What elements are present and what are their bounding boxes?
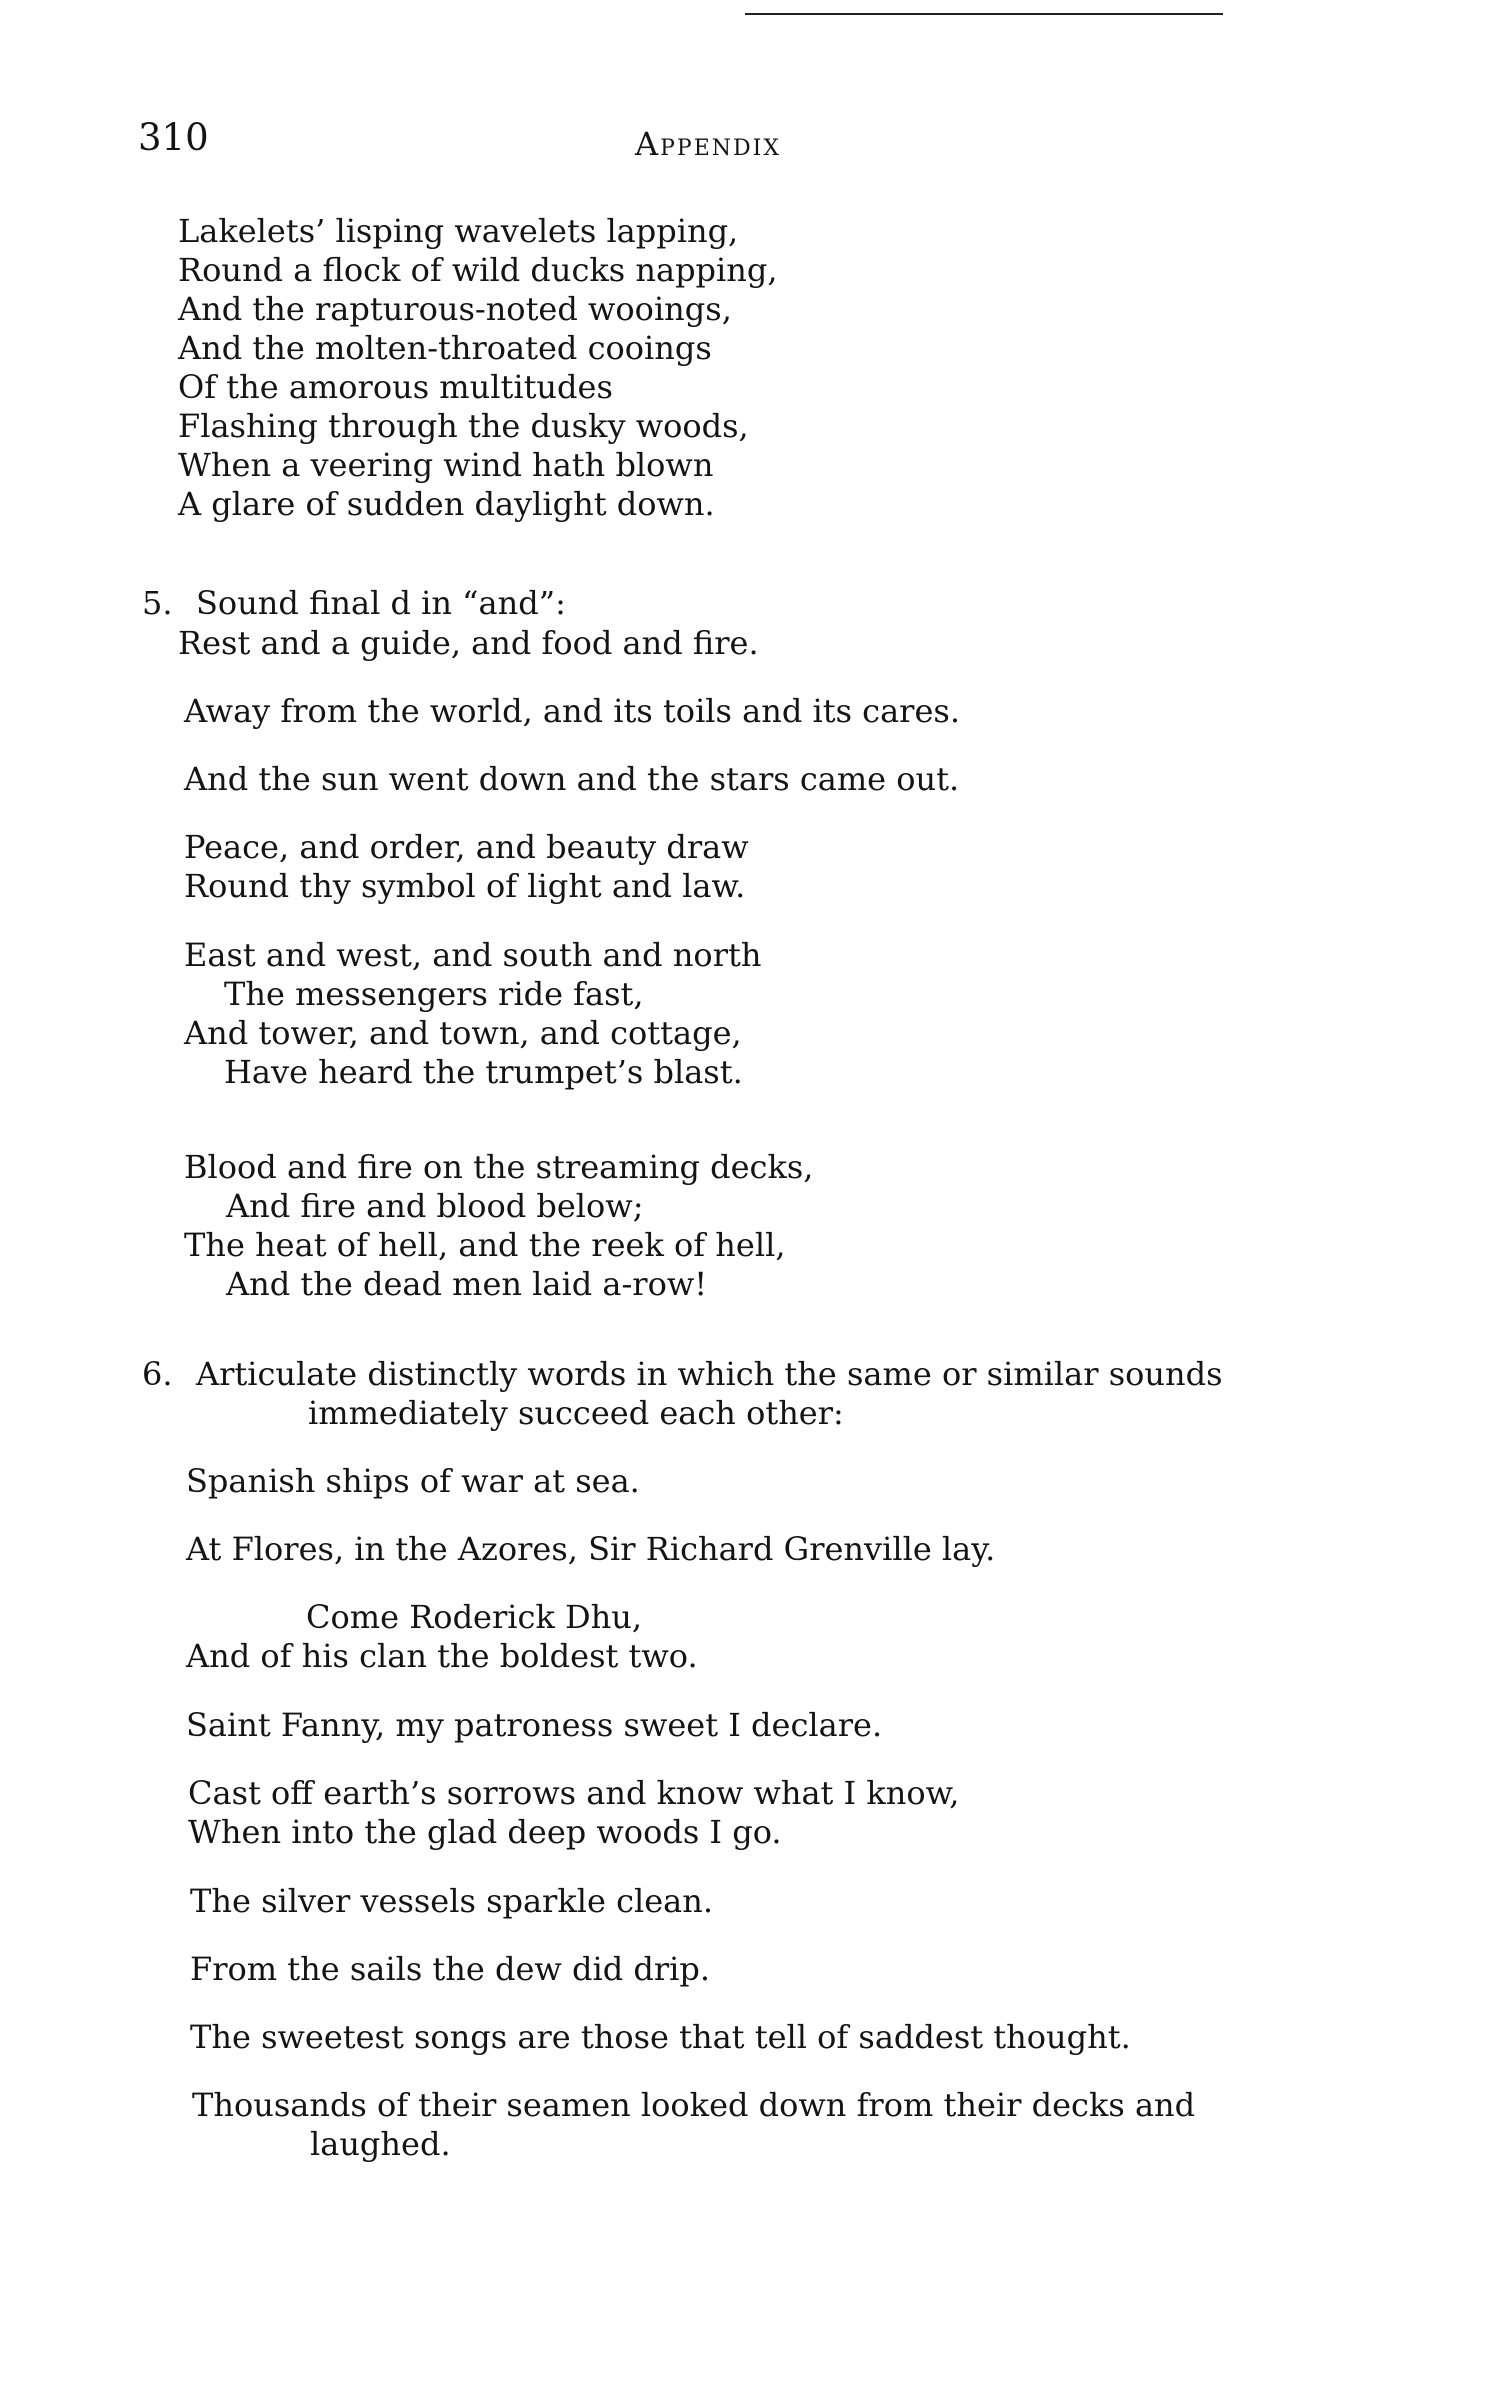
example-line: Come Roderick Dhu, xyxy=(306,1598,643,1636)
item-heading: Articulate distinctly words in which the same or similar sounds xyxy=(196,1355,1223,1393)
verse-line: Lakelets’ lisping wavelets lapping, xyxy=(178,212,739,250)
item-heading: immediately succeed each other: xyxy=(308,1394,844,1432)
example-line: Peace, and order, and beauty draw xyxy=(184,828,749,866)
item-heading: Sound final d in “and”: xyxy=(196,584,566,622)
example-line: Thousands of their seamen looked down from their decks and xyxy=(192,2086,1196,2124)
top-rule xyxy=(745,13,1223,15)
verse-line: A glare of sudden daylight down. xyxy=(178,485,715,523)
example-line: laughed. xyxy=(310,2125,451,2163)
example-line: Round thy symbol of light and law. xyxy=(184,867,746,905)
example-line: Cast off earth’s sorrows and know what I know, xyxy=(188,1774,960,1812)
example-line: And the dead men laid a-row! xyxy=(226,1265,708,1303)
example-line: The heat of hell, and the reek of hell, xyxy=(184,1226,786,1264)
verse-line: And the molten-throated cooings xyxy=(178,329,712,367)
example-line: The messengers ride fast, xyxy=(224,975,644,1013)
example-line: And of his clan the boldest two. xyxy=(186,1637,698,1675)
verse-line: Round a flock of wild ducks napping, xyxy=(178,251,778,289)
example-line: And the sun went down and the stars came out. xyxy=(184,760,960,798)
running-head: Appendix xyxy=(635,125,782,163)
example-line: The silver vessels sparkle clean. xyxy=(190,1882,714,1920)
verse-line: And the rapturous-noted wooings, xyxy=(178,290,732,328)
example-line: From the sails the dew did drip. xyxy=(190,1950,711,1988)
example-line: Saint Fanny, my patroness sweet I declare. xyxy=(186,1706,883,1744)
item-number: 5. xyxy=(142,584,173,622)
example-line: Away from the world, and its toils and its cares. xyxy=(184,692,960,730)
example-line: Spanish ships of war at sea. xyxy=(186,1462,640,1500)
example-line: Rest and a guide, and food and fire. xyxy=(178,624,759,662)
example-line: And fire and blood below; xyxy=(226,1187,644,1225)
example-line: Have heard the trumpet’s blast. xyxy=(224,1053,743,1091)
example-line: And tower, and town, and cottage, xyxy=(184,1014,742,1052)
verse-line: When a veering wind hath blown xyxy=(178,446,714,484)
example-line: At Flores, in the Azores, Sir Richard Grenville lay. xyxy=(186,1530,996,1568)
page-number: 310 xyxy=(138,116,209,159)
example-line: The sweetest songs are those that tell of saddest thought. xyxy=(190,2018,1131,2056)
item-number: 6. xyxy=(142,1355,173,1393)
verse-line: Of the amorous multitudes xyxy=(178,368,613,406)
verse-line: Flashing through the dusky woods, xyxy=(178,407,749,445)
example-line: When into the glad deep woods I go. xyxy=(188,1813,782,1851)
example-line: Blood and fire on the streaming decks, xyxy=(184,1148,814,1186)
example-line: East and west, and south and north xyxy=(184,936,762,974)
